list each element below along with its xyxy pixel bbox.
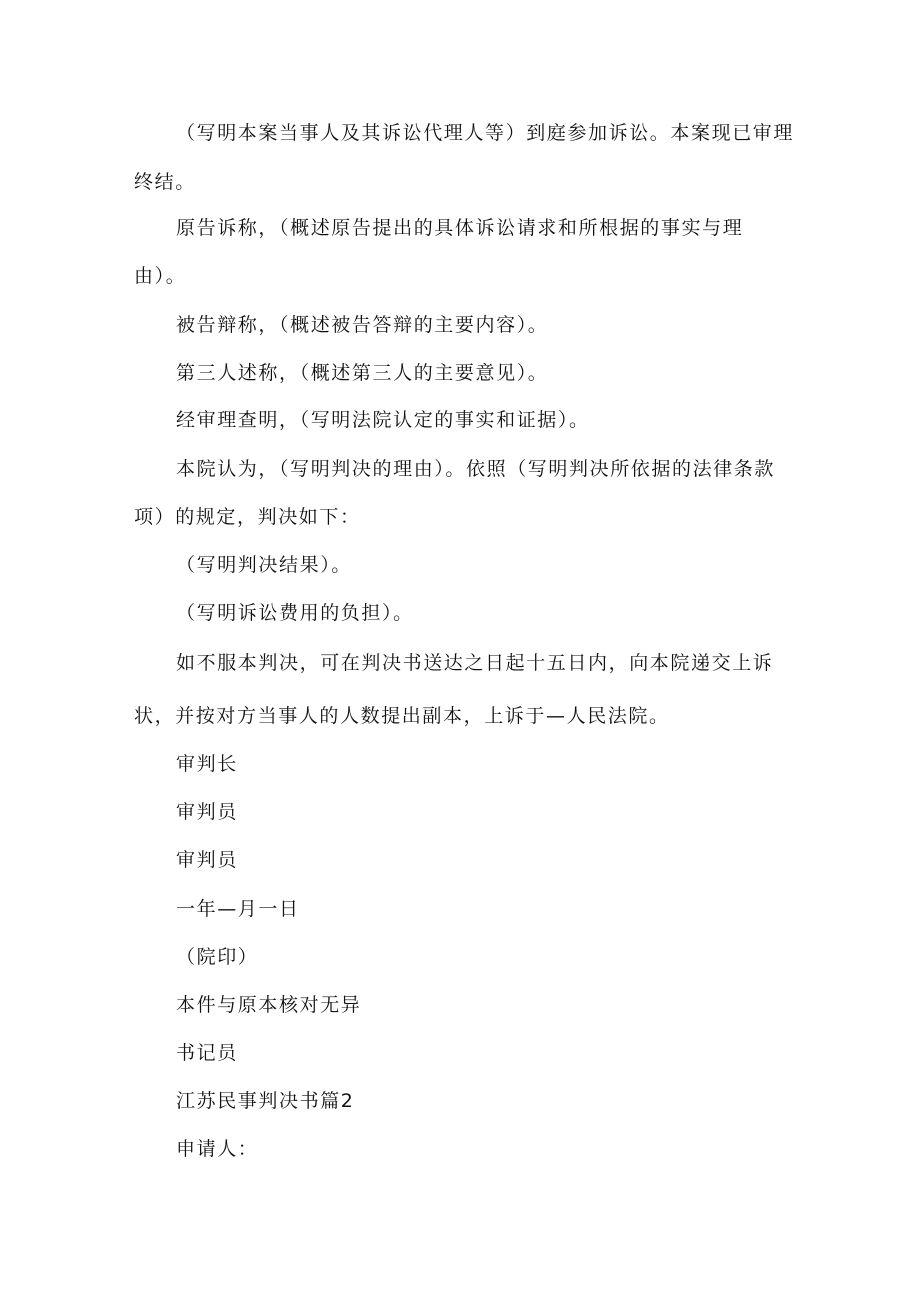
paragraph-appeal-notice-cont: 状，并按对方当事人的人数提出副本，上诉于—人民法院。 [134,705,670,727]
paragraph-attendance: （写明本案当事人及其诉讼代理人等）到庭参加诉讼。本案现已审理 [176,122,795,144]
paragraph-facts-found: 经审理查明，（写明法院认定的事实和证据）。 [176,409,590,431]
paragraph-attendance-cont: 终结。 [134,171,196,193]
signature-judge-2: 审判员 [176,849,238,871]
verification-note: 本件与原本核对无异 [176,994,362,1016]
paragraph-judgment-result: （写明判决结果）。 [176,554,352,576]
signature-judge-1: 审判员 [176,801,238,823]
paragraph-third-party: 第三人述称，（概述第三人的主要意见）。 [176,362,549,384]
applicant-label: 申请人： [176,1138,259,1160]
paragraph-plaintiff-claim: 原告诉称，（概述原告提出的具体诉讼请求和所根据的事实与理 [176,217,744,239]
paragraph-plaintiff-claim-cont: 由）。 [134,265,187,287]
signature-presiding-judge: 审判长 [176,753,238,775]
signature-clerk: 书记员 [176,1042,238,1064]
section-heading: 江苏民事判决书篇2 [176,1090,355,1112]
paragraph-defendant-reply: 被告辩称，（概述被告答辩的主要内容）。 [176,314,549,336]
court-seal: （院印） [176,946,259,968]
paragraph-court-opinion: 本院认为，（写明判决的理由）。依照（写明判决所依据的法律条款 [176,458,776,480]
judgment-date: 一年—月一日 [176,898,300,920]
paragraph-appeal-notice: 如不服本判决，可在判决书送达之日起十五日内，向本院递交上诉 [176,652,774,674]
paragraph-litigation-costs: （写明诉讼费用的负担）。 [176,602,414,624]
paragraph-court-opinion-cont: 项）的规定，判决如下： [134,506,361,528]
